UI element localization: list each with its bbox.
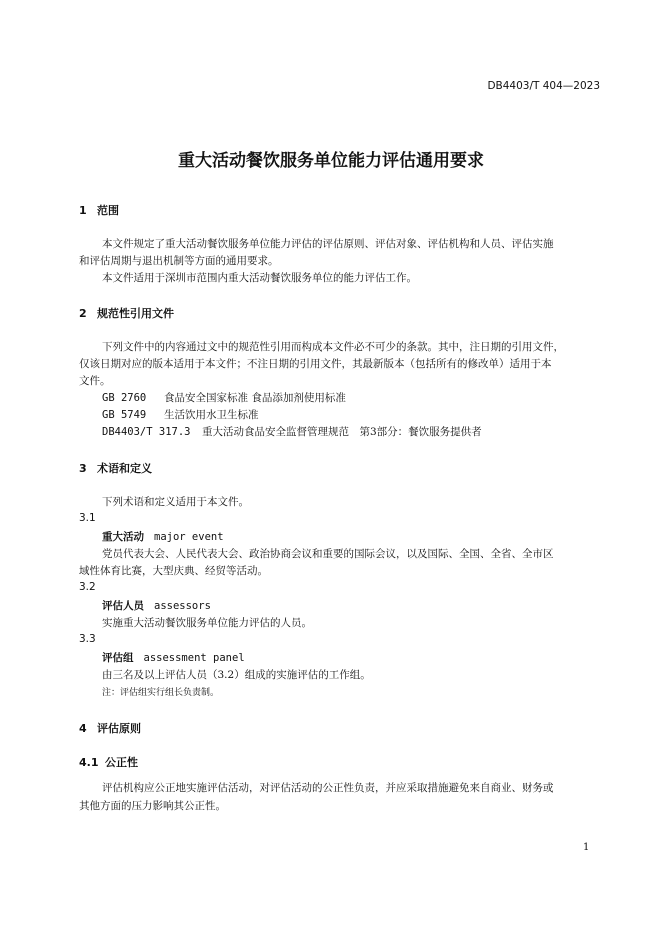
paragraph-line: 文件。 <box>79 375 111 387</box>
paragraph-line: 仅该日期对应的版本适用于本文件；不注日期的引用文件，其最新版本（包括所有的修改单）适用于本 <box>79 358 552 370</box>
section-heading-1 <box>79 202 119 218</box>
section-title: 术语和定义 <box>97 462 152 475</box>
reference-item <box>102 424 482 439</box>
section-title: 评估原则 <box>97 722 141 735</box>
term-english: major event <box>154 531 224 543</box>
paragraph-line: 本文件适用于深圳市范围内重大活动餐饮服务单位的能力评估工作。 <box>102 272 417 284</box>
section-number: 3 <box>79 462 87 475</box>
section-title: 范围 <box>97 204 119 217</box>
subsection-number: 4.1 <box>79 756 99 769</box>
term-chinese: 重大活动 <box>102 531 144 543</box>
section-number: 2 <box>79 307 87 320</box>
term-chinese: 评估人员 <box>102 600 144 612</box>
section-heading-4 <box>79 720 141 736</box>
reference-title: 生活饮用水卫生标准 <box>164 409 259 421</box>
definition-line: 域性体育比赛，大型庆典、经贸等活动。 <box>79 565 268 577</box>
paragraph-line: 下列文件中的内容通过文中的规范性引用而构成本文件必不可少的条款。其中，注日期的引用文件， <box>102 341 564 353</box>
term-number: 3.2 <box>79 581 96 593</box>
term-english: assessors <box>154 600 211 612</box>
paragraph-line: 评估机构应公正地实施评估活动，对评估活动的公正性负责，并应采取措施避免来自商业、财务或 <box>102 782 554 794</box>
reference-code: GB 5749 <box>102 409 147 421</box>
term-entry <box>102 650 245 665</box>
note-text: 注：评估组实行组长负责制。 <box>102 688 220 698</box>
reference-title: 重大活动食品安全监督管理规范 第3部分：餐饮服务提供者 <box>202 426 482 438</box>
document-code: DB4403/T 404—2023 <box>487 80 600 92</box>
term-entry <box>102 529 224 544</box>
reference-code: DB4403/T 317.3 <box>102 426 191 438</box>
term-number: 3.3 <box>79 633 96 645</box>
section-number: 1 <box>79 204 87 217</box>
section-title: 规范性引用文件 <box>97 307 174 320</box>
section-heading-2 <box>79 305 174 321</box>
reference-item <box>102 390 346 405</box>
section-heading-3 <box>79 460 152 476</box>
reference-title: 食品安全国家标准 食品添加剂使用标准 <box>164 392 346 404</box>
reference-code: GB 2760 <box>102 392 147 404</box>
page-number: 1 <box>583 842 590 853</box>
term-number: 3.1 <box>79 512 96 524</box>
paragraph-line: 其他方面的压力影响其公正性。 <box>79 800 226 812</box>
term-chinese: 评估组 <box>102 652 134 664</box>
term-english: assessment panel <box>143 652 245 664</box>
subsection-heading-4-1 <box>79 754 138 770</box>
section-number: 4 <box>79 722 87 735</box>
term-entry <box>102 598 211 613</box>
definition-line: 由三名及以上评估人员（3.2）组成的实施评估的工作组。 <box>102 669 371 681</box>
reference-item <box>102 407 259 422</box>
subsection-title: 公正性 <box>105 756 138 769</box>
page-title: 重大活动餐饮服务单位能力评估通用要求 <box>178 151 484 171</box>
definition-line: 党员代表大会、人民代表大会、政治协商会议和重要的国际会议，以及国际、全国、全省、全市区 <box>102 548 554 560</box>
paragraph-line: 本文件规定了重大活动餐饮服务单位能力评估的评估原则、评估对象、评估机构和人员、评估实施 <box>102 238 554 250</box>
paragraph-line: 和评估周期与退出机制等方面的通用要求。 <box>79 255 279 267</box>
paragraph-line: 下列术语和定义适用于本文件。 <box>102 496 249 508</box>
definition-line: 实施重大活动餐饮服务单位能力评估的人员。 <box>102 617 312 629</box>
